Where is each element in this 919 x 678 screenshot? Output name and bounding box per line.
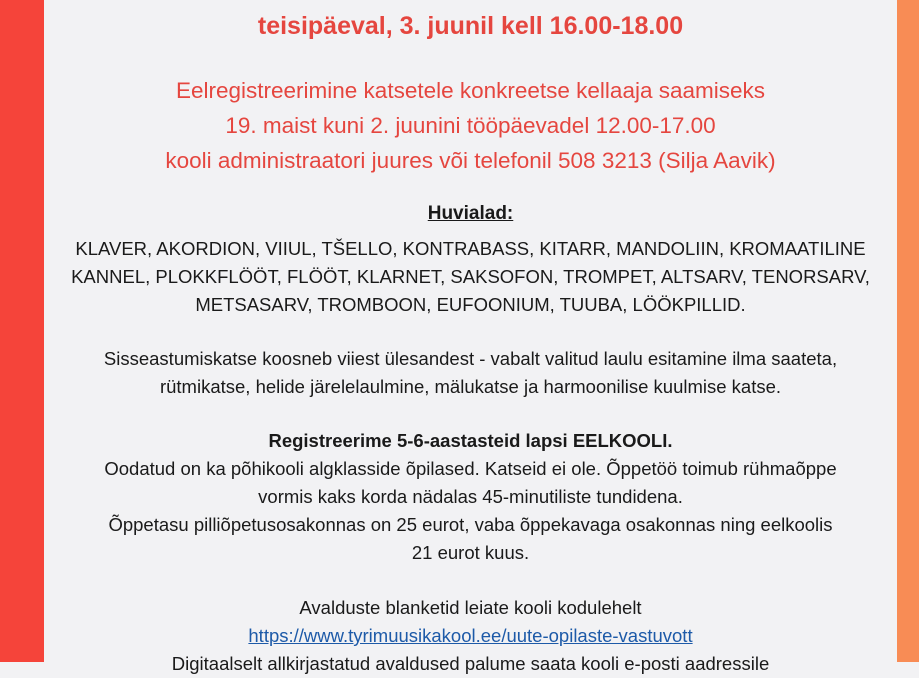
instruments-line: METSASARV, TROMBOON, EUFOONIUM, TUUBA, LÖÖKPILLID.	[195, 294, 746, 315]
instruments-line: KANNEL, PLOKKFLÖÖT, FLÖÖT, KLARNET, SAKSOFON, TROMPET, ALTSARV, TENORSARV,	[71, 266, 870, 287]
school-website-link[interactable]: https://www.tyrimuusikakool.ee/uute-opilaste-vastuvott	[248, 625, 693, 646]
applications-email-line: Digitaalselt allkirjastatud avaldused palume saata kooli e-posti aadressile	[171, 653, 770, 674]
preregistration-info	[44, 73, 897, 178]
preschool-line: Õppetasu pilliõpetusosakonnas on 25 eurot, vaba õppekavaga osakonnas ning eelkoolis	[108, 514, 833, 535]
exam-line: Sisseastumiskatse koosneb viiest ülesandest - vabalt valitud laulu esitamine ilma saateta,	[103, 348, 838, 369]
applications-info	[44, 594, 897, 678]
applications-intro: Avalduste blanketid leiate kooli kodulehelt	[299, 597, 642, 618]
preregistration-line: Eelregistreerimine katsetele konkreetse kellaaja saamiseks	[175, 78, 766, 103]
instruments-heading: Huvialad:	[427, 203, 514, 224]
left-border-stripe	[0, 0, 44, 662]
instruments-line: KLAVER, AKORDION, VIIUL, TŠELLO, KONTRABASS, KITARR, MANDOLIIN, KROMAATILINE	[75, 238, 866, 259]
exam-line: rütmikatse, helide järelelaulmine, mälukatse ja harmoonilise kuulmise katse.	[159, 376, 782, 397]
preschool-line: 21 eurot kuus.	[411, 542, 530, 563]
exam-date-heading: teisipäeval, 3. juunil kell 16.00-18.00	[257, 12, 684, 40]
preregistration-line: 19. maist kuni 2. juunini tööpäevadel 12.00-17.00	[225, 113, 716, 138]
poster-content	[44, 0, 897, 674]
preregistration-line: kooli administraatori juures või telefonil 508 3213 (Silja Aavik)	[165, 148, 776, 173]
entrance-exam-description	[44, 345, 897, 401]
right-border-stripe	[897, 0, 919, 662]
preschool-registration	[44, 427, 897, 567]
preschool-heading: Registreerime 5-6-aastasteid lapsi EELKOOLI.	[268, 430, 673, 451]
preschool-line: Oodatud on ka põhikooli algklasside õpilased. Katseid ei ole. Õppetöö toimub rühmaõppe	[104, 458, 837, 479]
preschool-line: vormis kaks korda nädalas 45-minutiliste tundidena.	[258, 486, 683, 507]
instruments-list	[44, 235, 897, 319]
